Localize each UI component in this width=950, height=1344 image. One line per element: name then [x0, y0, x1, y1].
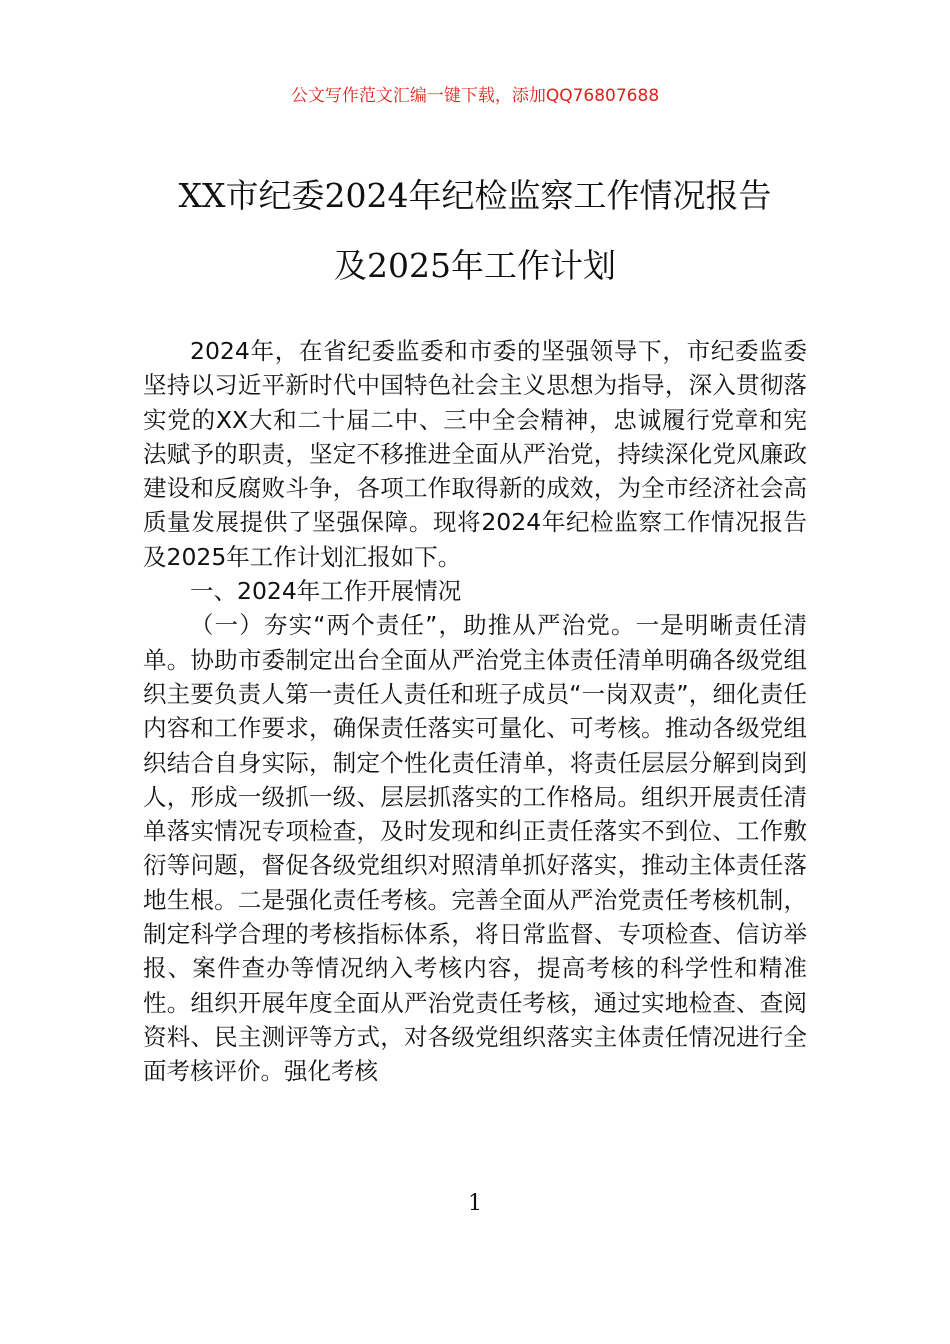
- document-title-line-2: 及2025年工作计划: [334, 246, 616, 285]
- section-paragraph: （一）夯实“两个责任”，助推从严治党。一是明晰责任清单。协助市委制定出台全面从严治党主体责任清单明确各级党组织主要负责人第一责任人责任和班子成员“一岗双责”，细化责任内容和工作要求，确保责任落实可量化、可考核。推动各级党组织结合自身实际，制定个性化责任清单，将责任层层分解到岗到人，形成一级抓一级、层层抓落实的工作格局。组织开展责任清单落实情况专项检查，及时发现和纠正责任落实不到位、工作敷衍等问题，督促各级党组织对照清单抓好落实，推动主体责任落地生根。二是强化责任考核。完善全面从严治党责任考核机制，制定科学合理的考核指标体系，将日常监督、专项检查、信访举报、案件查办等情况纳入考核内容，提高考核的科学性和精准性。组织开展年度全面从严治党责任考核，通过实地检查、查阅资料、民主测评等方式，对各级党组织落实主体责任情况进行全面考核评价。强化考核: [143, 611, 807, 1086]
- document-title-line-1: XX市纪委2024年纪检监察工作情况报告: [178, 176, 772, 215]
- section-heading: 一、2024年工作开展情况: [190, 577, 462, 606]
- header-promo-text: 公文写作范文汇编一键下载，添加QQ76807688: [290, 86, 660, 106]
- page-number: 1: [468, 1191, 482, 1216]
- document-body: [143, 334, 807, 1089]
- intro-paragraph: 2024年，在省纪委监委和市委的坚强领导下，市纪委监委坚持以习近平新时代中国特色社会主义思想为指导，深入贯彻落实党的XX大和二十届二中、三中全会精神，忠诚履行党章和宪法赋予的职责，坚定不移推进全面从严治党，持续深化党风廉政建设和反腐败斗争，各项工作取得新的成效，为全市经济社会高质量发展提供了坚强保障。现将2024年纪检监察工作情况报告及2025年工作计划汇报如下。: [143, 337, 807, 571]
